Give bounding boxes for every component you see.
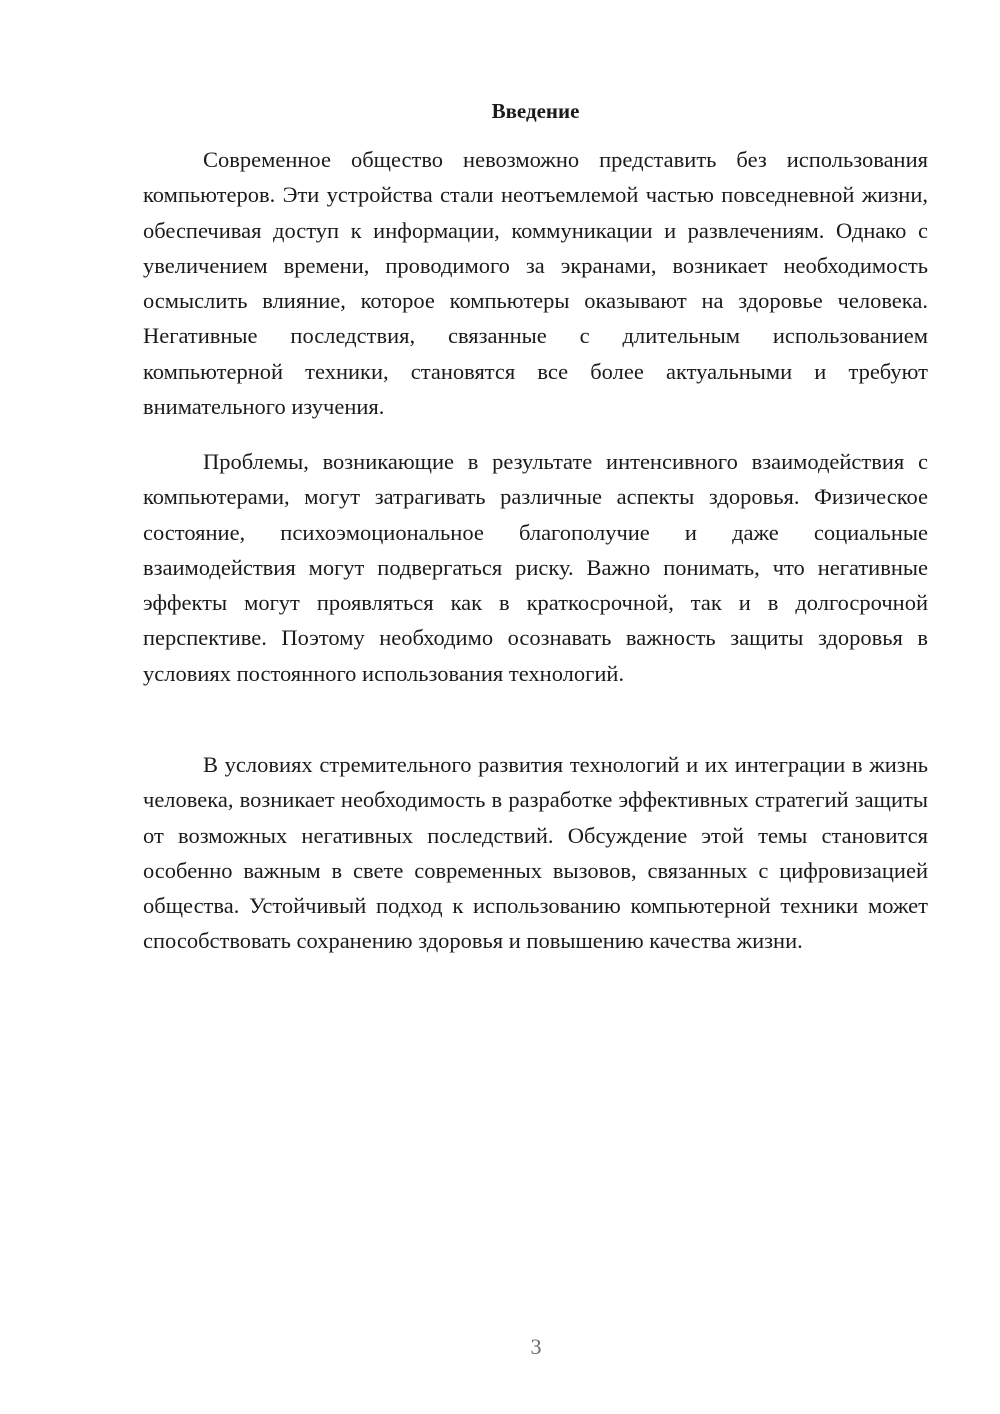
paragraph-1: Современное общество невозможно представить без использования компьютеров. Эти устройства стали неотъемлемой частью повседневной жизни, обеспечивая доступ к информации, коммуникации и развлечениям. Однако с увеличением времени, проводимого за экранами, возникает необходимость осмыслить влияние, которое компьютеры оказывают на здоровье человека. Негативные последствия, связанные с длительным использованием компьютерной техники, становятся все более актуальными и требуют внимательного изучения. <box>143 147 928 420</box>
paragraph-2: Проблемы, возникающие в результате интенсивного взаимодействия с компьютерами, могут затрагивать различные аспекты здоровья. Физическое состояние, психоэмоциональное благополучие и даже социальные взаимодействия могут подвергаться риску. Важно понимать, что негативные эффекты могут проявляться как в краткосрочной, так и в долгосрочной перспективе. Поэтому необходимо осознавать важность защиты здоровья в условиях постоянного использования технологий. <box>143 449 928 686</box>
paragraph-3: В условиях стремительного развития технологий и их интеграции в жизнь человека, возникает необходимость в разработке эффективных стратегий защиты от возможных негативных последствий. Обсуждение этой темы становится особенно важным в свете современных вызовов, связанных с цифровизацией общества. Устойчивый подход к использованию компьютерной техники может способствовать сохранению здоровья и повышению качества жизни. <box>143 752 928 954</box>
section-title: Введение <box>491 99 580 123</box>
page-number: 3 <box>530 1334 542 1359</box>
